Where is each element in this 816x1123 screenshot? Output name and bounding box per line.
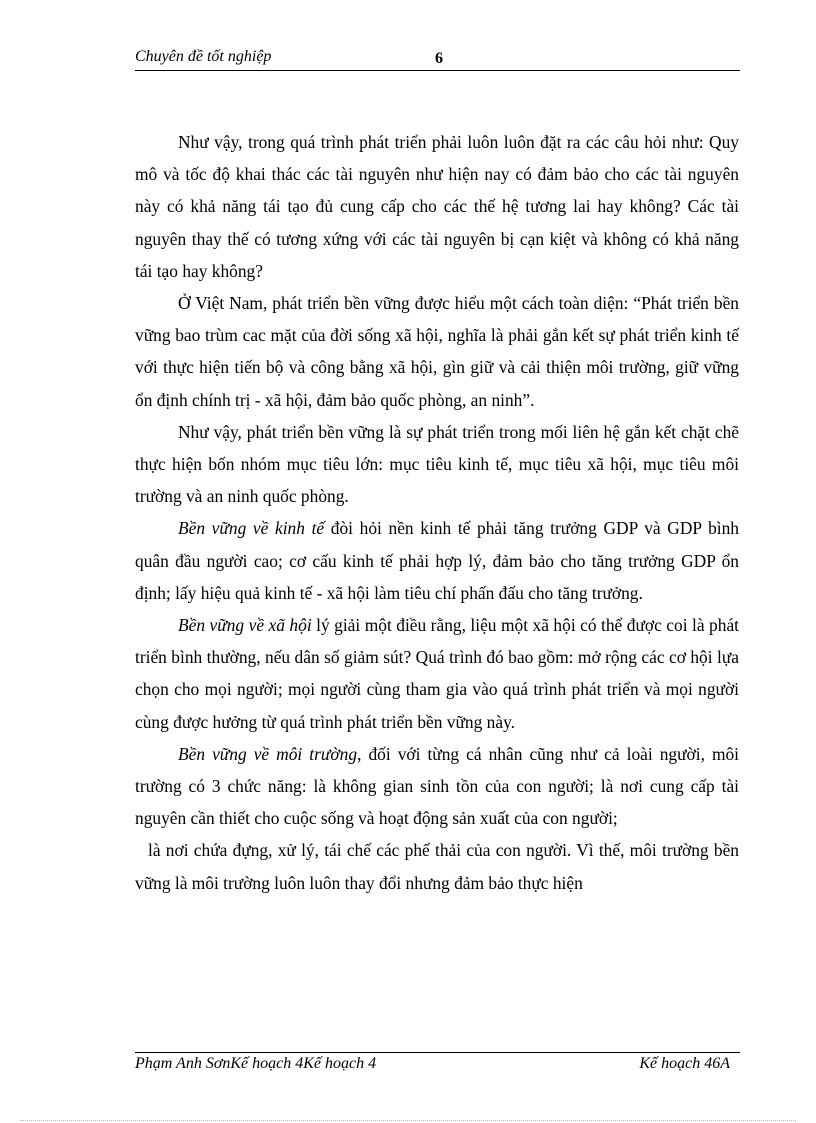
- paragraph: Như vậy, phát triển bền vững là sự phát triển trong mối liên hệ gắn kết chặt chẽ thực hiện bốn nhóm mục tiêu lớn: mục tiêu kinh tế, mục tiêu xã hội, mục tiêu môi trường và an ninh quốc phòng.: [135, 421, 739, 507]
- paragraph: [135, 512, 739, 609]
- paragraph-text: lý giải một điều rằng, liệu một xã hội có thể được coi là phát triển bình thường, nếu dân số giảm sút? Quá trình đó bao gồm: mở rộng các cơ hội lựa chọn cho mọi người; mọi người cùng tham gia vào quá trình phát triển và mọi người cùng được hưởng từ quá trình phát triển bền vững này.: [135, 615, 739, 732]
- paragraph-text: , đối với từng cá nhân cũng như cả loài người, môi trường có 3 chức năng: là không gian sinh tồn của con người; là nơi cung cấp tài nguyên cần thiết cho cuộc sống và hoạt động sản xuất của con người;: [135, 743, 740, 829]
- page-footer: [135, 1052, 740, 1077]
- paragraph: là nơi chứa đựng, xử lý, tái chế các phế thải của con người. Vì thế, môi trường bền vững là môi trường luôn luôn thay đổi nhưng đảm bảo thực hiện: [135, 840, 739, 893]
- paragraph-emphasis: Bền vững về kinh tế: [178, 518, 325, 539]
- page-edge-divider: [20, 1120, 796, 1121]
- paragraph-text: đòi hỏi nền kinh tế phải tăng trưởng GDP và GDP bình quân đầu người cao; cơ cấu kinh tế phải hợp lý, đảm bảo cho tăng trưởng GDP ổn định; lấy hiệu quả kinh tế - xã hội làm tiêu chí phấn đấu cho tăng trưởng.: [135, 518, 739, 603]
- page-number: 6: [435, 50, 443, 67]
- footer-author: Phạm Anh SơnKế hoạch 4Kế hoạch 4: [135, 1055, 377, 1072]
- document-title: Chuyên đề tốt nghiệp: [135, 48, 272, 65]
- paragraph: Như vậy, trong quá trình phát triển phải luôn luôn đặt ra các câu hỏi như: Quy mô và tốc độ khai thác các tài nguyên như hiện nay có đảm bảo cho các tài nguyên này có khả năng tái tạo đủ cung cấp cho các thế hệ tương lai hay không? Các tài nguyên thay thế có tương xứng với các tài nguyên bị cạn kiệt và không có khả năng tái tạo hay không?: [135, 132, 739, 281]
- paragraph: [135, 609, 739, 738]
- paragraph: [135, 738, 739, 835]
- paragraph-emphasis: Bền vững về môi trường: [178, 743, 358, 764]
- paragraph-emphasis: Bền vững về xã hội: [178, 615, 312, 636]
- paragraph: Ở Việt Nam, phát triển bền vững được hiểu một cách toàn diện: “Phát triển bền vững bao trùm cac mặt của đời sống xã hội, nghĩa là phải gắn kết sự phát triển kinh tế với thực hiện tiến bộ và công bằng xã hội, gìn giữ và cải thiện môi trường, giữ vững ổn định chính trị - xã hội, đảm bảo quốc phòng, an ninh”.: [135, 293, 739, 410]
- document-body: [135, 126, 739, 899]
- page-header: [135, 46, 740, 71]
- footer-class: Kế hoạch 46A: [639, 1055, 730, 1072]
